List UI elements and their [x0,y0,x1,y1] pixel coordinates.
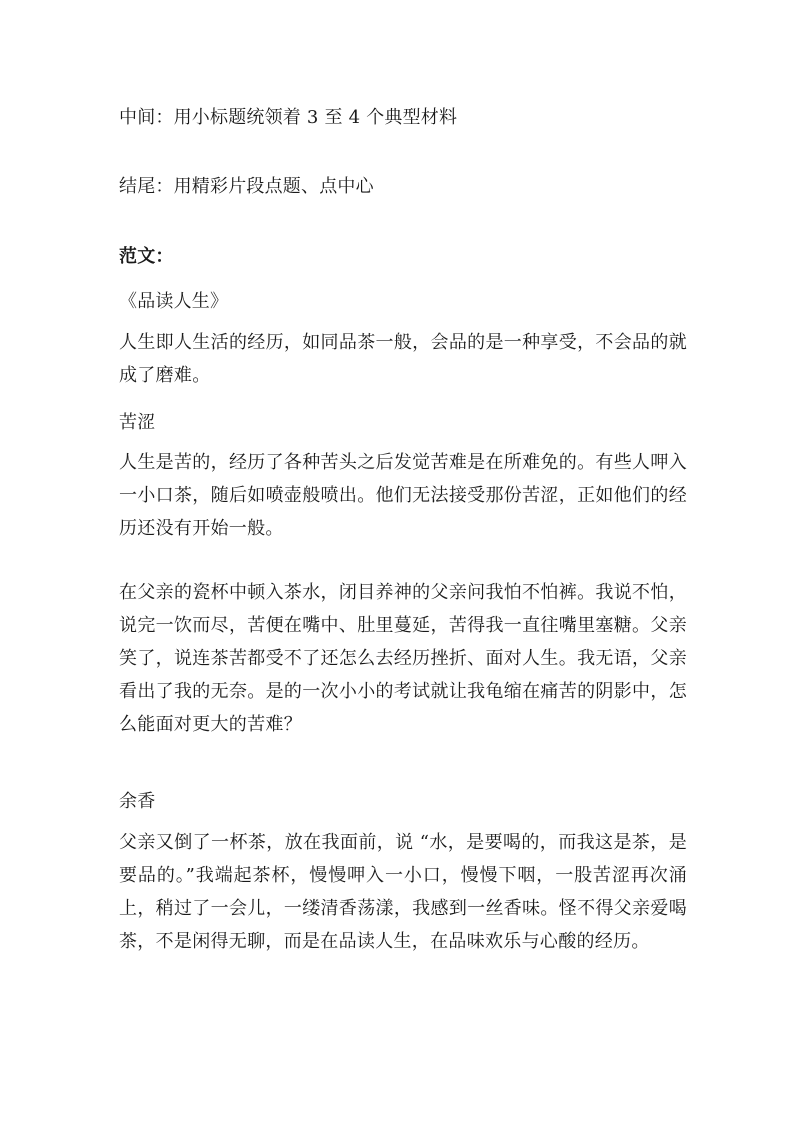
paragraph-fragrance-1: 父亲又倒了一杯茶，放在我面前，说 “水，是要喝的，而我这是茶，是要品的。”我端起茶杯，慢慢呷入一小口，慢慢下咽，一股苦涩再次涌上，稍过了一会儿，一缕清香荡漾，我感到一丝香味。怪不得父亲爱喝茶，不是闲得无聊，而是在品读人生，在品味欢乐与心酸的经历。 [119,832,687,952]
outline-ending: 结尾：用精彩片段点题、点中心 [119,176,374,197]
outline-middle: 中间：用小标题统领着 3 至 4 个典型材料 [119,107,458,128]
section-subtitle-fragrance: 余香 [119,791,156,812]
essay-title: 《品读人生》 [119,291,229,312]
essay-intro: 人生即人生活的经历，如同品茶一般，会品的是一种享受，不会品的就成了磨难。 [119,332,687,386]
sample-heading: 范文： [119,246,174,267]
paragraph-bitter-1: 人生是苦的，经历了各种苦头之后发觉苦难是在所难免的。有些人呷入一小口茶，随后如喷壶般喷出。他们无法接受那份苦涩，正如他们的经历还没有开始一般。 [119,452,687,539]
section-subtitle-bitter: 苦涩 [119,412,156,433]
paragraph-bitter-2: 在父亲的瓷杯中顿入茶水，闭目养神的父亲问我怕不怕裤。我说不怕，说完一饮而尽，苦便在嘴中、肚里蔓延，苦得我一直往嘴里塞糖。父亲笑了，说连茶苦都受不了还怎么去经历挫折、面对人生。我无语，父亲看出了我的无奈。是的一次小小的考试就让我龟缩在痛苦的阴影中，怎么能面对更大的苦难？ [119,582,687,735]
